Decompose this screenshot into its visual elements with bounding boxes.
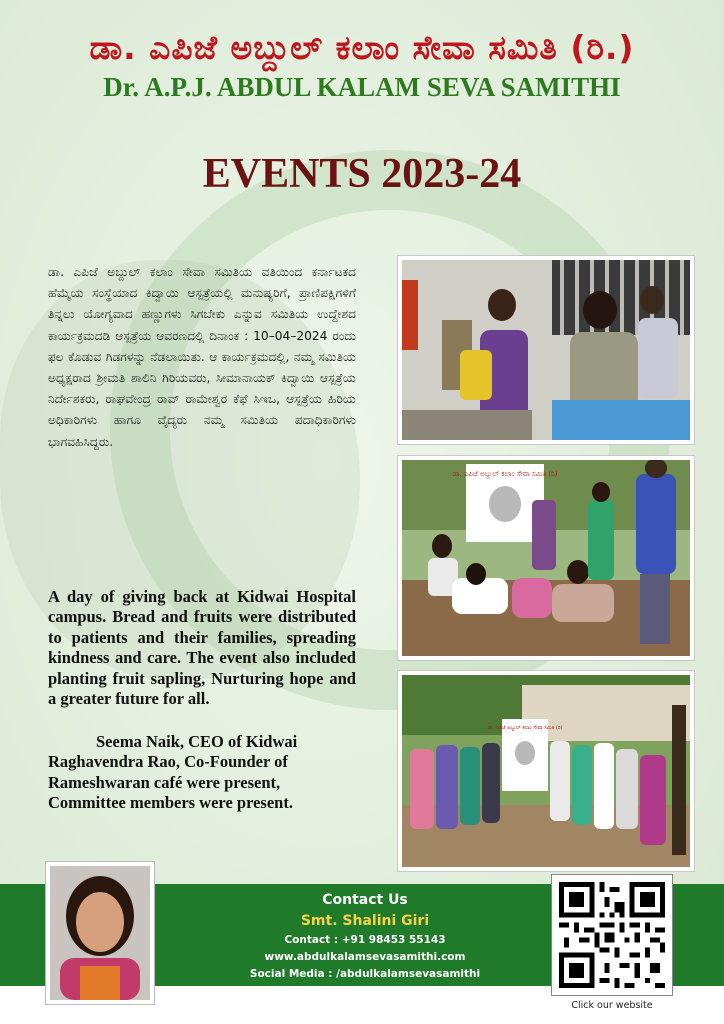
photo-fruit-distribution xyxy=(398,256,694,444)
qr-code[interactable] xyxy=(551,874,673,996)
photo-fruit-distribution-image xyxy=(402,260,690,440)
photo-sapling-planting-image xyxy=(402,460,690,656)
contact-social: Social Media : /abdulkalamsevasamithi xyxy=(249,968,481,980)
kannada-paragraph: ಡಾ. ಎಪಿಜೆ ಅಬ್ದುಲ್ ಕಲಾಂ ಸೇವಾ ಸಮಿತಿಯ ವತಿಯಿಂದ ಕರ್ನಾಟಕದ ಹೆಮ್ಮೆಯ ಸಂಸ್ಥೆಯಾದ ಕಿದ್ವಾಯಿ ಆಸ್ಪತ್ರೆಯಲ್ಲಿ ಮನುಷ್ಯರಿಗೆ, ಪ್ರಾಣಿಪಕ್ಷಿಗಳಿಗೆ ತಿನ್ನಲು ಯೋಗ್ಯವಾದ ಹಣ್ಣುಗಳು ಸಿಗಬೇಕು ಎನ್ನುವ ಸಮಿತಿಯ ಉದ್ದೇಶದ ಕಾರ್ಯಕ್ರಮದಡಿ ಆಸ್ಪತ್ರೆಯ ಆವರಣದಲ್ಲಿ ದಿನಾಂಕ : 10–04–2024 ರಂದು ಫಲ ಕೊಡುವ ಗಿಡಗಳನ್ನು ನೆಡಲಾಯಿತು. ಆ ಕಾರ್ಯಕ್ರಮದಲ್ಲಿ, ನಮ್ಮ ಸಮಿತಿಯ ಅಧ್ಯಕ್ಷರಾದ ಶ್ರೀಮತಿ ಶಾಲಿನಿ ಗಿರಿಯವರು, ಸೀಮಾನಾಯಕ್ ಕಿದ್ವಾಯಿ ಆಸ್ಪತ್ರೆಯ ನಿರ್ದೇಶಕರು, ರಾಘವೇಂದ್ರ ರಾವ್ ರಾಮೇಶ್ವರ ಕೆಫೆ ಸಿಇಒ, ಆಸ್ಪತ್ರೆಯ ಹಿರಿಯ ಅಧಿಕಾರಿಗಳು ಹಾಗೂ ವೈದ್ಯರು ನಮ್ಮ ಸಮಿತಿಯ ಪದಾಧಿಕಾರಿಗಳು ಭಾಗವಹಿಸಿದ್ದರು. xyxy=(48,265,356,449)
attendee-line: Seema Naik, CEO of Kidwai xyxy=(96,732,298,751)
attendee-line: Raghavendra Rao, Co-Founder of xyxy=(48,752,288,772)
photo-group xyxy=(398,671,694,871)
contact-name: Smt. Shalini Giri xyxy=(300,913,430,929)
title-kannada: ಡಾ. ಎಪಿಜೆ ಅಬ್ದುಲ್ ಕಲಾಂ ಸೇವಾ ಸಮಿತಿ (ರಿ.) xyxy=(89,28,635,67)
attendee-line: Committee members were present. xyxy=(48,793,293,813)
contact-website[interactable]: www.abdulkalamsevasamithi.com xyxy=(264,951,466,963)
attendee-line: Rameshwaran café were present, xyxy=(48,772,281,792)
president-portrait xyxy=(46,862,154,1004)
president-portrait-image xyxy=(50,866,150,1000)
photo3-banner-text: ಡಾ. ಎಪಿಜೆ ಅಬ್ದುಲ್ ಕಲಾಂ ಸೇವಾ ಸಮಿತಿ (ರಿ) xyxy=(487,725,563,731)
title-english: Dr. A.P.J. ABDUL KALAM SEVA SAMITHI xyxy=(103,72,621,102)
contact-phone: Contact : +91 98453 55143 xyxy=(284,934,446,946)
attendees-paragraph xyxy=(48,732,356,814)
contact-block xyxy=(230,890,500,983)
photo2-banner-text: ಡಾ. ಎಪಿಜೆ ಅಬ್ದುಲ್ ಕಲಾಂ ಸೇವಾ ಸಮಿತಿ (ರಿ) xyxy=(452,470,558,478)
qr-caption: Click our website xyxy=(571,1000,653,1011)
events-title: EVENTS 2023-24 xyxy=(202,151,522,197)
photo-group-image xyxy=(402,675,690,867)
english-paragraph: A day of giving back at Kidwai Hospital campus. Bread and fruits were distributed to patients and their families, spreading kindness and care. The event also included planting fruit sapling, Nurturing hope and a greater future for all. xyxy=(48,587,356,709)
qr-code-icon xyxy=(559,882,665,988)
photo-sapling-planting xyxy=(398,456,694,660)
contact-heading: Contact Us xyxy=(322,892,408,908)
